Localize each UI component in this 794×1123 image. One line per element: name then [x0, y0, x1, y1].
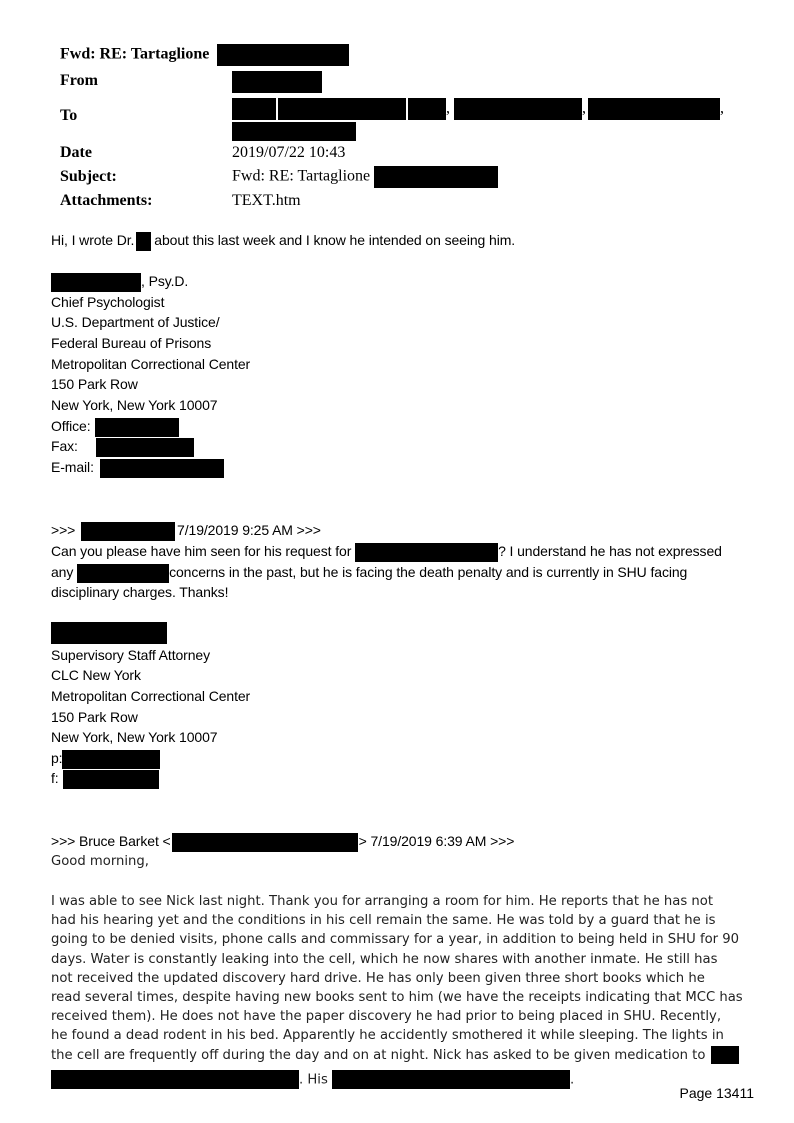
from-label: From: [60, 72, 98, 89]
office-label: Office:: [51, 418, 91, 434]
subject-text: Fwd: RE: Tartaglione: [232, 167, 371, 185]
date-row: [60, 144, 760, 166]
quote-sender: >>> Bruce Barket <: [51, 833, 171, 849]
reply-text: Hi, I wrote Dr.: [51, 232, 135, 248]
redaction: [100, 459, 224, 478]
message-line: had his hearing yet and the conditions in his cell remain the same. He was told by a guard that he is: [51, 913, 716, 929]
redaction: [51, 1070, 299, 1089]
signature-org: CLC New York: [51, 667, 141, 683]
attachment-file[interactable]: TEXT.htm: [232, 192, 301, 209]
quote-header: [51, 831, 514, 852]
redaction: [96, 438, 194, 457]
signature-fax: [51, 768, 159, 789]
subject-value: [232, 166, 498, 188]
to-label: To: [60, 107, 78, 124]
fax-label: Fax:: [51, 438, 78, 454]
reply-line: [51, 230, 515, 251]
signature-org: Federal Bureau of Prisons: [51, 335, 212, 351]
message-line: read several times, despite having new books sent to him (we have the receipts indicating that MCC has: [51, 990, 743, 1006]
signature-fax: [51, 436, 194, 457]
message-text: .: [570, 1072, 575, 1088]
message-last-line: [51, 1070, 756, 1090]
subject-label: Subject:: [60, 168, 117, 185]
redaction: [232, 98, 276, 120]
message-text: . His: [299, 1072, 328, 1088]
redaction: [63, 770, 159, 789]
reply-message: [51, 230, 771, 490]
redaction: [51, 622, 167, 644]
redaction: [454, 98, 582, 120]
signature-address: 150 Park Row: [51, 376, 138, 392]
page-number: Page 13411: [679, 1085, 754, 1101]
signature-title: Supervisory Staff Attorney: [51, 647, 211, 663]
from-value: [232, 71, 322, 93]
fax-label: f:: [51, 770, 59, 786]
redaction: [81, 522, 175, 541]
redaction: [232, 122, 356, 141]
date-label: Date: [60, 144, 92, 161]
signature-office: [51, 416, 179, 437]
message-text: any: [51, 564, 74, 580]
message-text: ? I understand he has not expressed: [498, 543, 722, 559]
message-body: [51, 892, 756, 1092]
signature-title: Chief Psychologist: [51, 294, 165, 310]
message-line: I was able to see Nick last night. Thank you for arranging a room for him. He reports that he has not: [51, 894, 714, 909]
attachments-label: Attachments:: [60, 192, 153, 209]
redaction: [77, 564, 169, 583]
signature-name: [51, 622, 167, 644]
redaction: [217, 44, 349, 66]
subject-row: [60, 168, 760, 190]
message-line: [51, 541, 722, 562]
message-text: Can you please have him seen for his request for: [51, 543, 352, 559]
redaction: [62, 750, 160, 769]
signature-phone: [51, 748, 160, 769]
quote-marker: >>>: [51, 522, 76, 538]
message-line: the cell are frequently off during the day and on at night. Nick has asked to be given medication to: [51, 1046, 756, 1065]
redaction: [232, 71, 322, 93]
header-subject-title: Fwd: RE: Tartaglione: [60, 45, 210, 63]
reply-text: about this last week and I know he intended on seeing him.: [154, 232, 516, 248]
signature-org: Metropolitan Correctional Center: [51, 356, 251, 372]
header-subject-line: [60, 44, 349, 66]
from-row: [60, 72, 760, 96]
to-separator: ,: [720, 99, 724, 117]
message-line: days. Water is constantly leaking into the cell, which he now shares with another inmate. He still has: [51, 951, 718, 967]
message-line: received them). He does not have the paper discovery he had prior to being placed in SHU. Recently,: [51, 1009, 722, 1025]
signature-address: New York, New York 10007: [51, 397, 218, 413]
email-label: E-mail:: [51, 459, 94, 475]
greeting: Good morning,: [51, 854, 149, 869]
redaction: [374, 166, 498, 188]
message-line: going to be denied visits, phone calls and commissary for a year, in addition to being held in SHU for 90: [51, 932, 740, 948]
date-value: 2019/07/22 10:43: [232, 144, 346, 161]
to-separator: ,: [446, 99, 450, 117]
quote-timestamp: 7/19/2019 9:25 AM >>>: [177, 522, 321, 538]
signature-address: New York, New York 10007: [51, 729, 218, 745]
attachments-row: [60, 192, 760, 214]
redaction: [278, 98, 406, 120]
redaction: [172, 833, 358, 852]
redaction: [136, 232, 151, 251]
redaction: [95, 418, 179, 437]
signature-email: [51, 457, 224, 478]
message-text: concerns in the past, but he is facing the death penalty and is currently in SHU facing: [169, 564, 688, 580]
quote-header: [51, 520, 321, 541]
to-value: [232, 98, 724, 120]
redaction: [408, 98, 446, 120]
to-separator: ,: [582, 99, 586, 117]
quoted-message-1: [51, 520, 771, 610]
attorney-signature: [51, 622, 771, 792]
message-line: he found a dead rodent in his bed. Apparently he accidently smothered it while sleeping. The lights in: [51, 1028, 724, 1044]
phone-label: p:: [51, 750, 63, 766]
redaction: [51, 273, 141, 292]
to-value-line2: [232, 122, 356, 141]
message-line: [51, 562, 687, 583]
redaction: [355, 543, 498, 562]
quote-timestamp: > 7/19/2019 6:39 AM >>>: [358, 833, 515, 849]
signature-org: U.S. Department of Justice/: [51, 314, 220, 330]
redaction: [711, 1046, 739, 1064]
redaction: [588, 98, 720, 120]
signature-org: Metropolitan Correctional Center: [51, 688, 251, 704]
message-line: not received the updated discovery hard drive. He has only been given three short books which he: [51, 970, 705, 986]
signature-name: [51, 271, 188, 292]
message-line: disciplinary charges. Thanks!: [51, 584, 229, 600]
signature-credential: , Psy.D.: [141, 273, 189, 289]
redaction: [332, 1070, 570, 1089]
signature-address: 150 Park Row: [51, 709, 138, 725]
